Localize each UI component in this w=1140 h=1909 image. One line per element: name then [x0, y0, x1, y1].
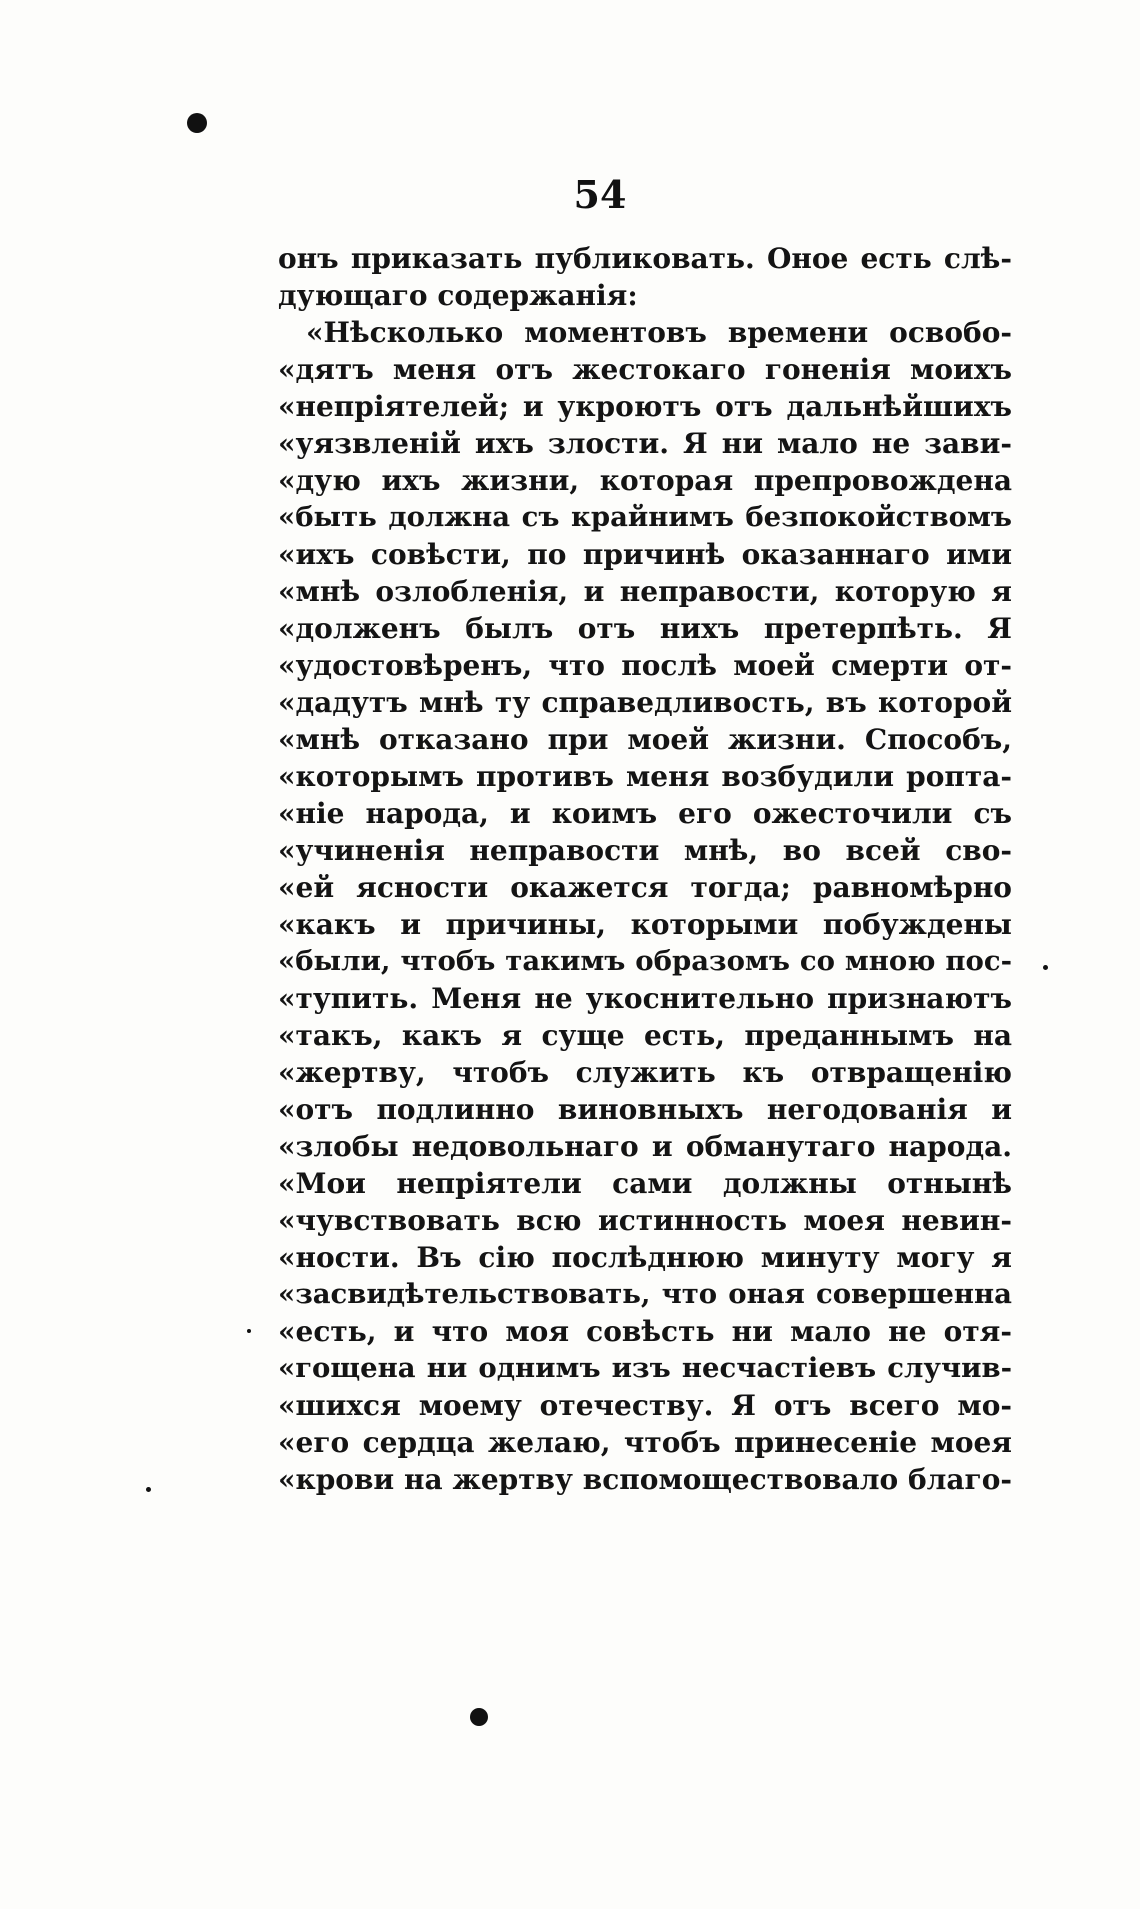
text-line: «такъ, какъ я суще есть, преданнымъ на: [278, 1019, 1012, 1052]
text-line: «отъ подлинно виновныхъ негодованія и: [278, 1093, 1012, 1126]
ink-speck: [146, 1487, 151, 1492]
text-line: «мнѣ озлобленія, и неправости, которую я: [278, 575, 1012, 608]
text-line: «Мои непріятели сами должны отнынѣ: [278, 1167, 1012, 1200]
text-line: онъ приказать публиковать. Оное есть слѣ-: [278, 242, 1012, 275]
text-line: «дятъ меня отъ жестокаго гоненія моихъ: [278, 353, 1012, 386]
text-line: «гощена ни однимъ изъ несчастіевъ случив-: [278, 1352, 1012, 1384]
text-line: «крови на жертву вспомоществовало благо-: [278, 1463, 1012, 1496]
text-line: «жертву, чтобъ служить къ отвращенію: [278, 1056, 1012, 1089]
body-text: [278, 240, 1012, 1498]
text-line: «долженъ былъ отъ нихъ претерпѣть. Я: [278, 612, 1012, 645]
text-line: «ихъ совѣсти, по причинѣ оказаннаго ими: [278, 538, 1012, 571]
text-line: «его сердца желаю, чтобъ принесеніе моея: [278, 1426, 1012, 1459]
text-line: «дадутъ мнѣ ту справедливость, въ которой: [278, 686, 1012, 719]
text-line: дующаго содержанія:: [278, 279, 638, 312]
text-line: «удостовѣренъ, что послѣ моей смерти от-: [278, 649, 1012, 682]
text-line: «есть, и что моя совѣсть ни мало не отя-: [278, 1315, 1012, 1348]
text-line: «тупить. Меня не укоснительно признаютъ: [278, 982, 1012, 1015]
text-line: «ности. Въ сію послѣднюю минуту могу я: [278, 1241, 1012, 1274]
ink-speck: [247, 1329, 251, 1333]
text-line: «мнѣ отказано при моей жизни. Способъ,: [278, 723, 1012, 756]
text-line: «Нѣсколько моментовъ времени освобо-: [306, 316, 1012, 349]
text-line: «учиненія неправости мнѣ, во всей сво-: [278, 834, 1012, 867]
text-line: «шихся моему отечеству. Я отъ всего мо-: [278, 1389, 1012, 1422]
ink-speck: [187, 113, 207, 133]
text-line: «злобы недовольнаго и обманутаго народа.: [278, 1130, 1012, 1163]
ink-speck: [470, 1708, 488, 1726]
text-line: «какъ и причины, которыми побуждены: [278, 908, 1012, 941]
ink-speck: [1043, 965, 1048, 970]
text-line: «уязвленій ихъ злости. Я ни мало не зави-: [278, 427, 1012, 460]
text-line: «ей ясности окажется тогда; равномѣрно: [278, 871, 1012, 904]
text-line: «засвидѣтельствовать, что оная совершенна: [278, 1278, 1012, 1310]
text-line: «которымъ противъ меня возбудили ропта-: [278, 760, 1012, 793]
text-line: «ніе народа, и коимъ его ожесточили съ: [278, 797, 1012, 830]
text-line: «чувствовать всю истинность моея невин-: [278, 1204, 1012, 1237]
text-line: «дую ихъ жизни, которая препровождена: [278, 464, 1012, 497]
text-line: «были, чтобъ такимъ образомъ со мною пос-: [278, 945, 1012, 977]
page-number: 54: [573, 172, 627, 217]
text-line: «непріятелей; и укроютъ отъ дальнѣйшихъ: [278, 390, 1012, 423]
text-line: «быть должна съ крайнимъ безпокойствомъ: [278, 501, 1012, 533]
